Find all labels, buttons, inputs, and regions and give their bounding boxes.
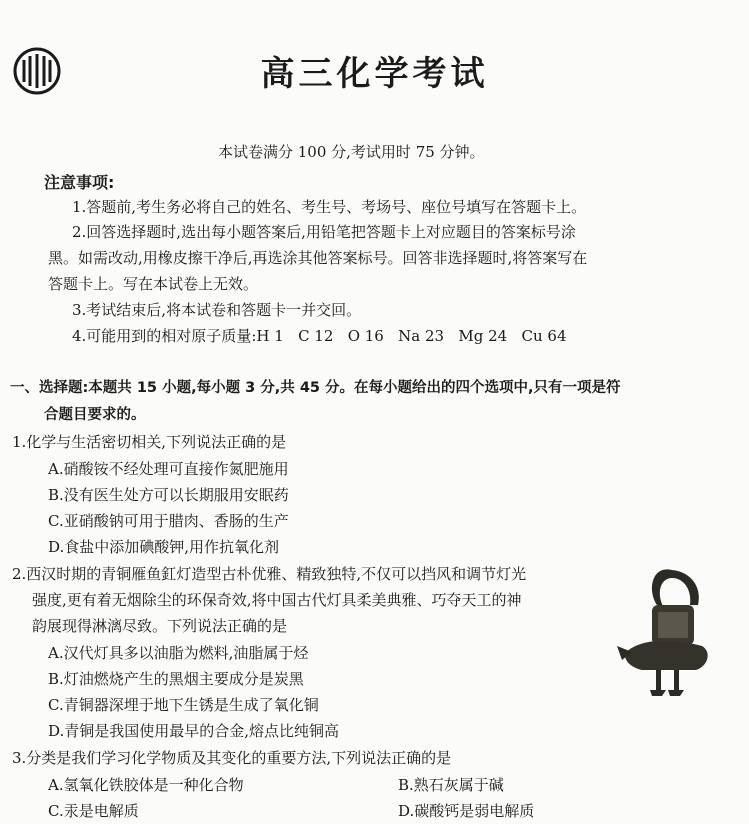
- question-option: D.青铜是我国使用最早的合金,熔点比纯铜高: [48, 722, 340, 740]
- question-option: A.汉代灯具多以油脂为燃料,油脂属于烃: [48, 644, 309, 662]
- section-heading: 一、选择题:本题共 15 小题,每小题 3 分,共 45 分。在每小题给出的四个选项中,只有一项是符: [10, 380, 621, 396]
- notice-line: 4.可能用到的相对原子质量:H 1 C 12 O 16 Na 23 Mg 24 Cu 64: [72, 327, 567, 345]
- notice-line: 黑。如需改动,用橡皮擦干净后,再选涂其他答案标号。回答非选择题时,将答案写在: [48, 249, 588, 267]
- notice-heading: 注意事项:: [44, 173, 115, 192]
- section-heading-cont: 合题目要求的。: [44, 407, 146, 423]
- notice-line: 2.回答选择题时,选出每小题答案后,用铅笔把答题卡上对应题目的答案标号涂: [72, 223, 576, 241]
- notice-line: 3.考试结束后,将本试卷和答题卡一并交回。: [72, 301, 362, 319]
- question-stem: 韵展现得淋漓尽致。下列说法正确的是: [32, 617, 288, 635]
- notice-line: 1.答题前,考生务必将自己的姓名、考生号、考场号、座位号填写在答题卡上。: [72, 198, 587, 216]
- exam-subtitle: 本试卷满分 100 分,考试用时 75 分钟。: [218, 143, 485, 161]
- bronze-lamp-illustration: [612, 560, 722, 700]
- question-option: B.灯油燃烧产生的黑烟主要成分是炭黑: [48, 670, 304, 688]
- question-option: A.氢氧化铁胶体是一种化合物: [48, 776, 244, 794]
- question-option: B.熟石灰属于碱: [398, 776, 504, 794]
- question-option: D.碳酸钙是弱电解质: [398, 802, 535, 820]
- question-stem: 1.化学与生活密切相关,下列说法正确的是: [12, 433, 287, 451]
- question-option: C.青铜器深埋于地下生锈是生成了氧化铜: [48, 696, 319, 714]
- question-stem: 3.分类是我们学习化学物质及其变化的重要方法,下列说法正确的是: [12, 749, 452, 767]
- notice-line: 答题卡上。写在本试卷上无效。: [48, 275, 259, 293]
- question-option: C.汞是电解质: [48, 802, 139, 820]
- question-stem: 强度,更有着无烟除尘的环保奇效,将中国古代灯具柔美典雅、巧夺天工的神: [32, 591, 522, 609]
- question-option: C.亚硝酸钠可用于腊肉、香肠的生产: [48, 512, 289, 530]
- question-option: D.食盐中添加碘酸钾,用作抗氧化剂: [48, 538, 280, 556]
- question-option: B.没有医生处方可以长期服用安眠药: [48, 486, 289, 504]
- question-option: A.硝酸铵不经处理可直接作氮肥施用: [48, 460, 289, 478]
- question-stem: 2.西汉时期的青铜雁鱼釭灯造型古朴优雅、精致独特,不仅可以挡风和调节灯光: [12, 565, 527, 583]
- exam-title: 高三化学考试: [260, 54, 489, 94]
